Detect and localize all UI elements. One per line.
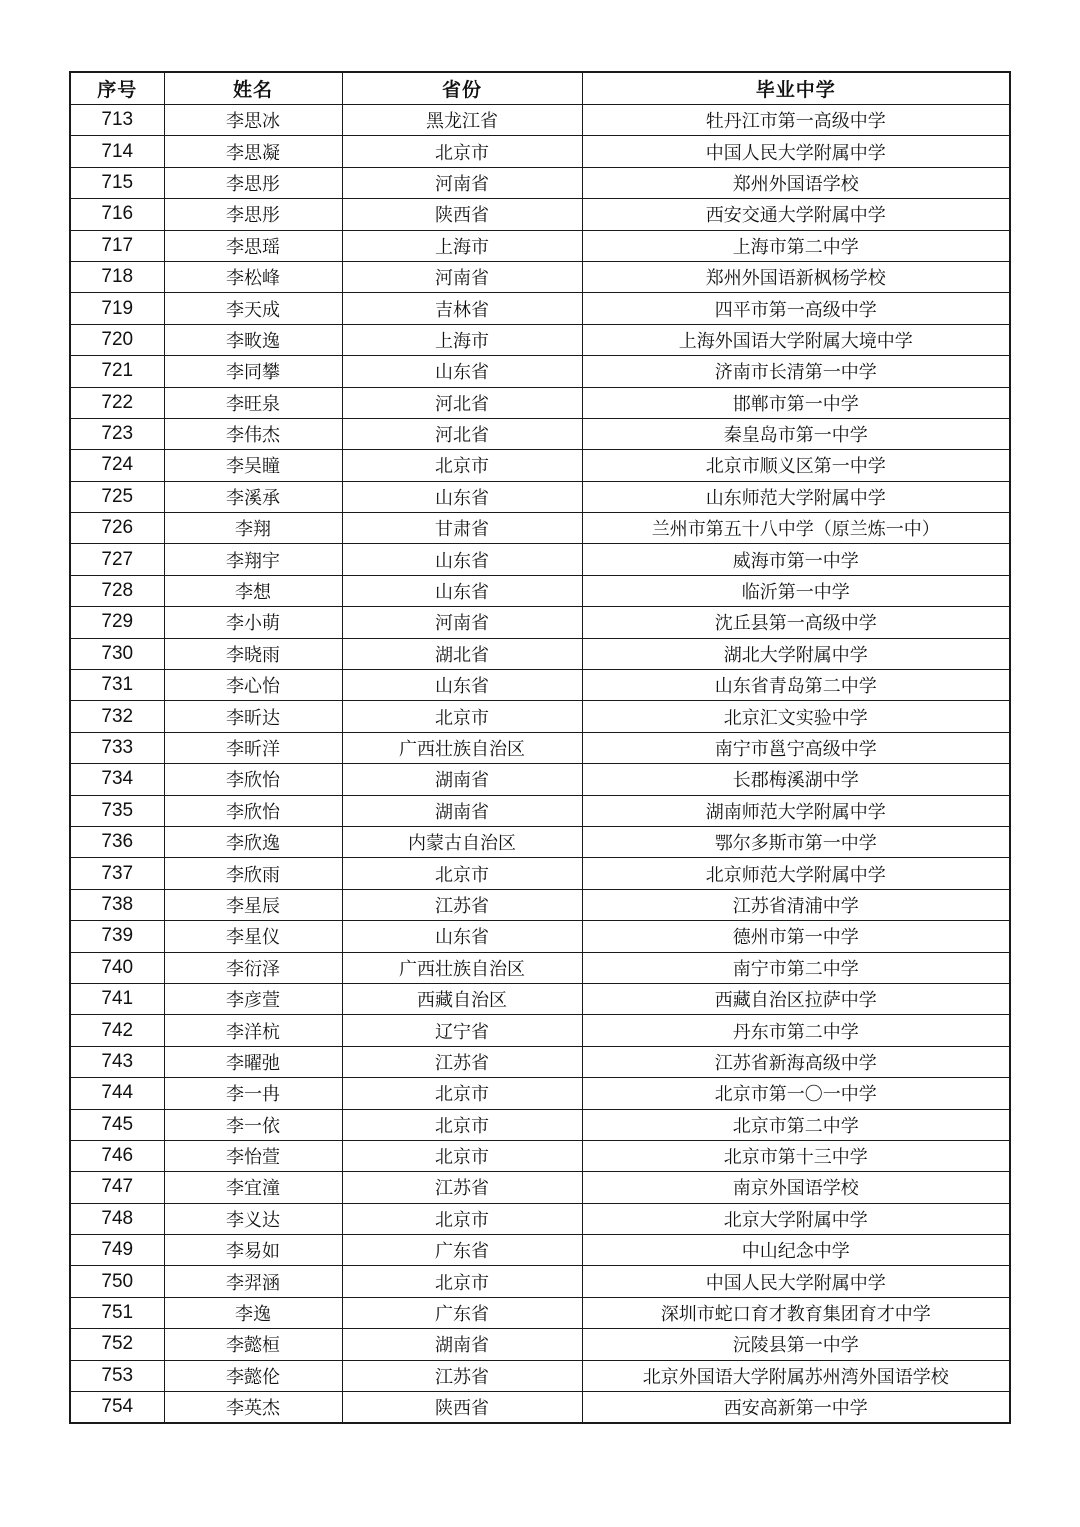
cell-province: 江苏省 — [342, 889, 582, 920]
cell-serial-number: 743 — [70, 1046, 164, 1077]
cell-serial-number: 720 — [70, 324, 164, 355]
cell-province: 北京市 — [342, 1140, 582, 1171]
cell-name: 李畋逸 — [164, 324, 342, 355]
cell-name: 李星仪 — [164, 921, 342, 952]
cell-name: 李小萌 — [164, 607, 342, 638]
cell-serial-number: 736 — [70, 826, 164, 857]
cell-high-school: 丹东市第二中学 — [582, 1015, 1010, 1046]
table-row — [70, 105, 1010, 136]
table-row — [70, 795, 1010, 826]
cell-name: 李易如 — [164, 1235, 342, 1266]
header-serial-number: 序号 — [70, 72, 164, 105]
cell-high-school: 长郡梅溪湖中学 — [582, 764, 1010, 795]
cell-name: 李义达 — [164, 1203, 342, 1234]
table-row — [70, 167, 1010, 198]
table-row — [70, 1235, 1010, 1266]
header-high-school: 毕业中学 — [582, 72, 1010, 105]
table-row — [70, 261, 1010, 292]
table-row — [70, 324, 1010, 355]
cell-serial-number: 721 — [70, 356, 164, 387]
cell-name: 李溪承 — [164, 481, 342, 512]
cell-name: 李宜潼 — [164, 1172, 342, 1203]
cell-province: 湖南省 — [342, 1329, 582, 1360]
cell-province: 湖南省 — [342, 795, 582, 826]
cell-serial-number: 742 — [70, 1015, 164, 1046]
cell-high-school: 中国人民大学附属中学 — [582, 136, 1010, 167]
cell-province: 山东省 — [342, 481, 582, 512]
header-name: 姓名 — [164, 72, 342, 105]
table-row — [70, 356, 1010, 387]
cell-serial-number: 722 — [70, 387, 164, 418]
cell-name: 李昕洋 — [164, 732, 342, 763]
table-row — [70, 481, 1010, 512]
header-province: 省份 — [342, 72, 582, 105]
cell-name: 李英杰 — [164, 1392, 342, 1424]
cell-serial-number: 719 — [70, 293, 164, 324]
cell-high-school: 中国人民大学附属中学 — [582, 1266, 1010, 1297]
table-body — [70, 105, 1010, 1424]
cell-province: 陕西省 — [342, 199, 582, 230]
cell-name: 李思凝 — [164, 136, 342, 167]
cell-high-school: 湖南师范大学附属中学 — [582, 795, 1010, 826]
document-page — [69, 71, 1009, 1424]
cell-province: 北京市 — [342, 450, 582, 481]
table-row — [70, 638, 1010, 669]
cell-high-school: 上海外国语大学附属大境中学 — [582, 324, 1010, 355]
cell-province: 吉林省 — [342, 293, 582, 324]
cell-serial-number: 747 — [70, 1172, 164, 1203]
cell-province: 北京市 — [342, 1266, 582, 1297]
cell-name: 李懿伦 — [164, 1360, 342, 1391]
cell-high-school: 临沂第一中学 — [582, 575, 1010, 606]
cell-high-school: 北京市第一〇一中学 — [582, 1078, 1010, 1109]
table-header — [70, 72, 1010, 105]
cell-province: 辽宁省 — [342, 1015, 582, 1046]
cell-high-school: 北京外国语大学附属苏州湾外国语学校 — [582, 1360, 1010, 1391]
table-row — [70, 1046, 1010, 1077]
cell-province: 北京市 — [342, 136, 582, 167]
cell-name: 李欣怡 — [164, 795, 342, 826]
cell-name: 李晓雨 — [164, 638, 342, 669]
cell-name: 李羿涵 — [164, 1266, 342, 1297]
cell-name: 李星辰 — [164, 889, 342, 920]
cell-serial-number: 734 — [70, 764, 164, 795]
cell-serial-number: 744 — [70, 1078, 164, 1109]
table-row — [70, 1140, 1010, 1171]
table-row — [70, 1266, 1010, 1297]
cell-name: 李松峰 — [164, 261, 342, 292]
cell-name: 李思彤 — [164, 199, 342, 230]
cell-high-school: 鄂尔多斯市第一中学 — [582, 826, 1010, 857]
cell-province: 江苏省 — [342, 1172, 582, 1203]
cell-serial-number: 713 — [70, 105, 164, 136]
cell-serial-number: 715 — [70, 167, 164, 198]
cell-province: 江苏省 — [342, 1046, 582, 1077]
cell-province: 河南省 — [342, 607, 582, 638]
cell-serial-number: 751 — [70, 1297, 164, 1328]
cell-province: 广西壮族自治区 — [342, 732, 582, 763]
cell-serial-number: 725 — [70, 481, 164, 512]
cell-high-school: 郑州外国语学校 — [582, 167, 1010, 198]
cell-name: 李一冉 — [164, 1078, 342, 1109]
cell-province: 河南省 — [342, 261, 582, 292]
cell-serial-number: 716 — [70, 199, 164, 230]
cell-name: 李思冰 — [164, 105, 342, 136]
cell-high-school: 西安高新第一中学 — [582, 1392, 1010, 1424]
cell-province: 广西壮族自治区 — [342, 952, 582, 983]
table-row — [70, 575, 1010, 606]
cell-high-school: 北京汇文实验中学 — [582, 701, 1010, 732]
cell-name: 李吴瞳 — [164, 450, 342, 481]
cell-name: 李怡萱 — [164, 1140, 342, 1171]
cell-high-school: 湖北大学附属中学 — [582, 638, 1010, 669]
cell-name: 李思彤 — [164, 167, 342, 198]
cell-name: 李昕达 — [164, 701, 342, 732]
table-row — [70, 450, 1010, 481]
cell-serial-number: 729 — [70, 607, 164, 638]
roster-table — [69, 71, 1011, 1424]
cell-name: 李思瑶 — [164, 230, 342, 261]
cell-province: 湖北省 — [342, 638, 582, 669]
cell-name: 李彦萱 — [164, 983, 342, 1014]
cell-serial-number: 746 — [70, 1140, 164, 1171]
cell-serial-number: 738 — [70, 889, 164, 920]
table-row — [70, 230, 1010, 261]
table-row — [70, 952, 1010, 983]
cell-name: 李同攀 — [164, 356, 342, 387]
table-row — [70, 1392, 1010, 1424]
cell-serial-number: 741 — [70, 983, 164, 1014]
cell-high-school: 郑州外国语新枫杨学校 — [582, 261, 1010, 292]
cell-serial-number: 718 — [70, 261, 164, 292]
cell-high-school: 上海市第二中学 — [582, 230, 1010, 261]
cell-province: 广东省 — [342, 1297, 582, 1328]
cell-province: 内蒙古自治区 — [342, 826, 582, 857]
table-row — [70, 732, 1010, 763]
cell-province: 山东省 — [342, 670, 582, 701]
cell-name: 李旺泉 — [164, 387, 342, 418]
table-row — [70, 670, 1010, 701]
cell-serial-number: 714 — [70, 136, 164, 167]
cell-name: 李欣雨 — [164, 858, 342, 889]
cell-name: 李一依 — [164, 1109, 342, 1140]
cell-name: 李洋杭 — [164, 1015, 342, 1046]
cell-high-school: 沈丘县第一高级中学 — [582, 607, 1010, 638]
cell-province: 上海市 — [342, 230, 582, 261]
cell-province: 河南省 — [342, 167, 582, 198]
table-row — [70, 921, 1010, 952]
cell-name: 李伟杰 — [164, 418, 342, 449]
table-row — [70, 1109, 1010, 1140]
table-row — [70, 607, 1010, 638]
cell-high-school: 秦皇岛市第一中学 — [582, 418, 1010, 449]
table-row — [70, 136, 1010, 167]
table-row — [70, 983, 1010, 1014]
cell-serial-number: 752 — [70, 1329, 164, 1360]
cell-serial-number: 754 — [70, 1392, 164, 1424]
cell-province: 甘肃省 — [342, 513, 582, 544]
cell-province: 北京市 — [342, 1203, 582, 1234]
cell-province: 陕西省 — [342, 1392, 582, 1424]
table-row — [70, 764, 1010, 795]
cell-high-school: 济南市长清第一中学 — [582, 356, 1010, 387]
cell-province: 山东省 — [342, 544, 582, 575]
table-row — [70, 513, 1010, 544]
table-row — [70, 826, 1010, 857]
cell-high-school: 沅陵县第一中学 — [582, 1329, 1010, 1360]
cell-high-school: 北京师范大学附属中学 — [582, 858, 1010, 889]
cell-serial-number: 724 — [70, 450, 164, 481]
cell-high-school: 南宁市邕宁高级中学 — [582, 732, 1010, 763]
cell-high-school: 西安交通大学附属中学 — [582, 199, 1010, 230]
cell-serial-number: 727 — [70, 544, 164, 575]
cell-province: 山东省 — [342, 356, 582, 387]
cell-high-school: 南宁市第二中学 — [582, 952, 1010, 983]
cell-serial-number: 726 — [70, 513, 164, 544]
cell-serial-number: 739 — [70, 921, 164, 952]
cell-serial-number: 730 — [70, 638, 164, 669]
cell-name: 李天成 — [164, 293, 342, 324]
cell-serial-number: 748 — [70, 1203, 164, 1234]
cell-serial-number: 717 — [70, 230, 164, 261]
cell-name: 李曜弛 — [164, 1046, 342, 1077]
cell-high-school: 江苏省清浦中学 — [582, 889, 1010, 920]
table-row — [70, 1297, 1010, 1328]
cell-high-school: 威海市第一中学 — [582, 544, 1010, 575]
table-row — [70, 544, 1010, 575]
table-row — [70, 1172, 1010, 1203]
cell-serial-number: 735 — [70, 795, 164, 826]
cell-high-school: 山东师范大学附属中学 — [582, 481, 1010, 512]
cell-name: 李翔 — [164, 513, 342, 544]
cell-high-school: 北京市第二中学 — [582, 1109, 1010, 1140]
cell-serial-number: 740 — [70, 952, 164, 983]
table-row — [70, 858, 1010, 889]
header-row — [70, 72, 1010, 105]
cell-high-school: 四平市第一高级中学 — [582, 293, 1010, 324]
cell-high-school: 牡丹江市第一高级中学 — [582, 105, 1010, 136]
cell-province: 北京市 — [342, 701, 582, 732]
cell-high-school: 北京市第十三中学 — [582, 1140, 1010, 1171]
table-row — [70, 387, 1010, 418]
cell-name: 李欣逸 — [164, 826, 342, 857]
table-row — [70, 701, 1010, 732]
table-row — [70, 1360, 1010, 1391]
cell-serial-number: 749 — [70, 1235, 164, 1266]
cell-province: 黑龙江省 — [342, 105, 582, 136]
cell-province: 湖南省 — [342, 764, 582, 795]
cell-name: 李心怡 — [164, 670, 342, 701]
cell-province: 西藏自治区 — [342, 983, 582, 1014]
cell-province: 北京市 — [342, 858, 582, 889]
cell-high-school: 西藏自治区拉萨中学 — [582, 983, 1010, 1014]
cell-serial-number: 728 — [70, 575, 164, 606]
cell-serial-number: 745 — [70, 1109, 164, 1140]
cell-province: 山东省 — [342, 575, 582, 606]
cell-high-school: 江苏省新海高级中学 — [582, 1046, 1010, 1077]
cell-name: 李懿桓 — [164, 1329, 342, 1360]
cell-high-school: 北京大学附属中学 — [582, 1203, 1010, 1234]
cell-high-school: 中山纪念中学 — [582, 1235, 1010, 1266]
cell-province: 河北省 — [342, 418, 582, 449]
cell-high-school: 德州市第一中学 — [582, 921, 1010, 952]
cell-name: 李欣怡 — [164, 764, 342, 795]
table-row — [70, 889, 1010, 920]
cell-province: 广东省 — [342, 1235, 582, 1266]
cell-high-school: 北京市顺义区第一中学 — [582, 450, 1010, 481]
cell-province: 北京市 — [342, 1109, 582, 1140]
table-row — [70, 1015, 1010, 1046]
cell-high-school: 深圳市蛇口育才教育集团育才中学 — [582, 1297, 1010, 1328]
cell-province: 山东省 — [342, 921, 582, 952]
cell-name: 李逸 — [164, 1297, 342, 1328]
cell-serial-number: 750 — [70, 1266, 164, 1297]
table-row — [70, 1078, 1010, 1109]
cell-serial-number: 733 — [70, 732, 164, 763]
table-row — [70, 293, 1010, 324]
table-row — [70, 1329, 1010, 1360]
table-row — [70, 418, 1010, 449]
cell-name: 李翔宇 — [164, 544, 342, 575]
cell-province: 河北省 — [342, 387, 582, 418]
table-row — [70, 1203, 1010, 1234]
cell-serial-number: 753 — [70, 1360, 164, 1391]
cell-province: 北京市 — [342, 1078, 582, 1109]
cell-high-school: 兰州市第五十八中学（原兰炼一中） — [582, 513, 1010, 544]
cell-province: 江苏省 — [342, 1360, 582, 1391]
cell-high-school: 南京外国语学校 — [582, 1172, 1010, 1203]
cell-province: 上海市 — [342, 324, 582, 355]
cell-serial-number: 737 — [70, 858, 164, 889]
cell-high-school: 邯郸市第一中学 — [582, 387, 1010, 418]
cell-name: 李想 — [164, 575, 342, 606]
cell-name: 李衍泽 — [164, 952, 342, 983]
cell-serial-number: 731 — [70, 670, 164, 701]
cell-high-school: 山东省青岛第二中学 — [582, 670, 1010, 701]
cell-serial-number: 732 — [70, 701, 164, 732]
cell-serial-number: 723 — [70, 418, 164, 449]
table-row — [70, 199, 1010, 230]
